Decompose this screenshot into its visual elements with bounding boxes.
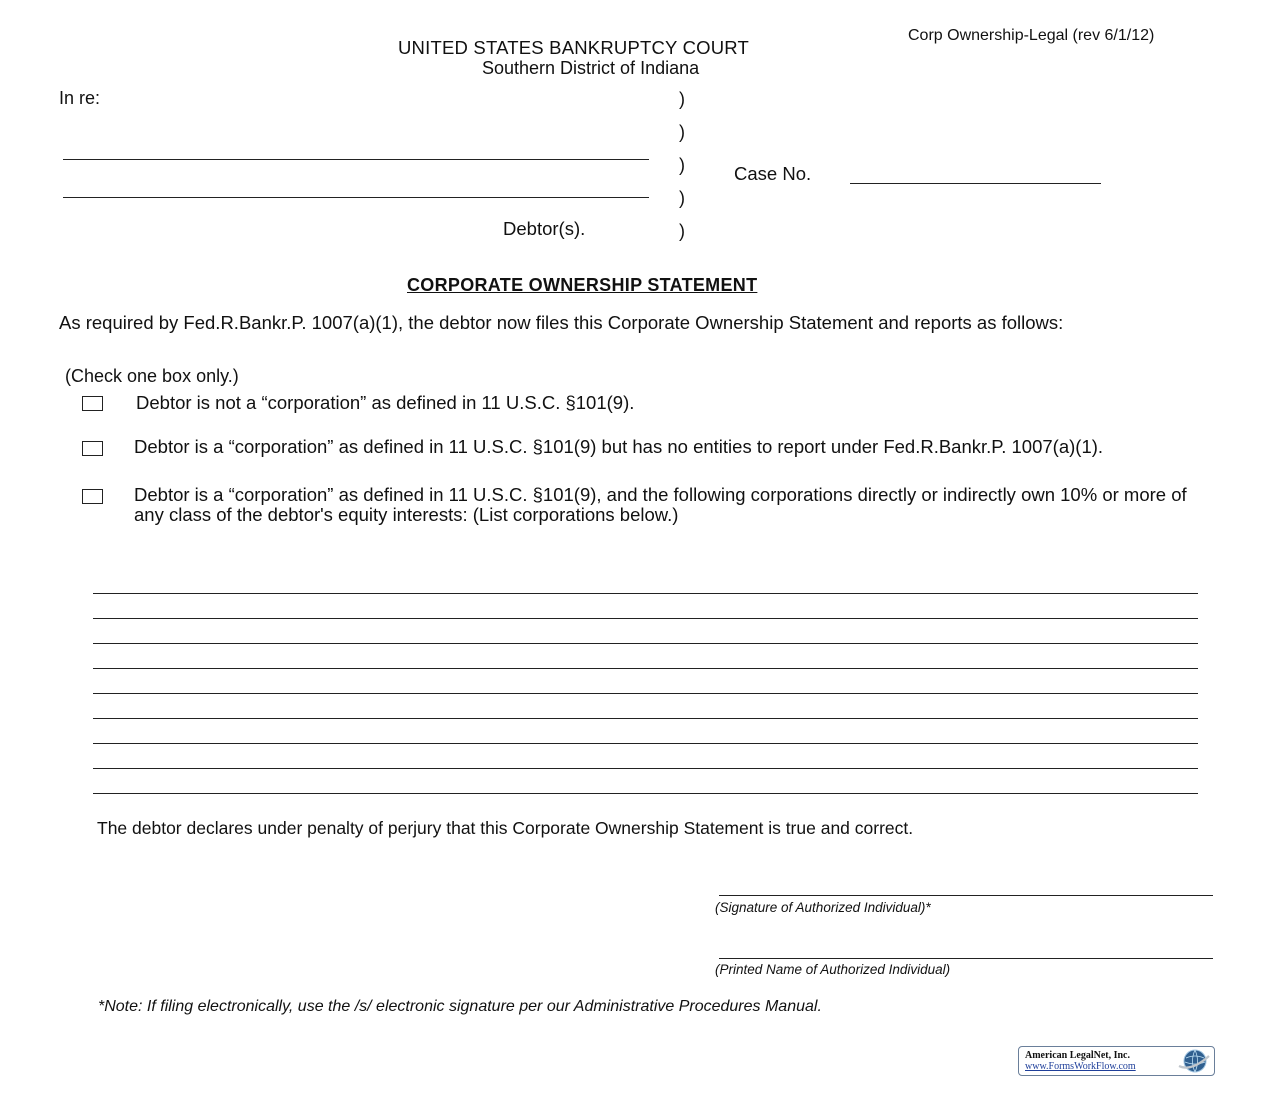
corporation-entry-line[interactable] (93, 593, 1198, 594)
debtor-name-line-1[interactable] (63, 159, 649, 160)
form-revision: Corp Ownership-Legal (rev 6/1/12) (908, 27, 1155, 44)
logo-url-link[interactable]: www.FormsWorkFlow.com (1025, 1061, 1136, 1072)
corporation-entry-line[interactable] (93, 668, 1198, 669)
perjury-declaration: The debtor declares under penalty of perjury that this Corporate Ownership Statement is true and correct. (97, 818, 914, 838)
corporation-entry-line[interactable] (93, 768, 1198, 769)
in-re-label: In re: (59, 88, 101, 108)
corporation-entry-line[interactable] (93, 693, 1198, 694)
court-name: UNITED STATES BANKRUPTCY COURT (398, 37, 750, 58)
printed-name-caption: (Printed Name of Authorized Individual) (715, 962, 951, 977)
intro-paragraph: As required by Fed.R.Bankr.P. 1007(a)(1), the debtor now files this Corporate Ownership Statement and reports as follows: (59, 312, 1064, 333)
caption-paren: ) (679, 89, 685, 109)
option-not-corporation-checkbox[interactable] (82, 396, 103, 411)
caption-paren: ) (679, 188, 685, 208)
corporation-entry-line[interactable] (93, 718, 1198, 719)
caption-paren: ) (679, 122, 685, 142)
document-title: CORPORATE OWNERSHIP STATEMENT (407, 275, 758, 295)
printed-name-line[interactable] (719, 958, 1213, 959)
option-list-corporations-text: Debtor is a “corporation” as defined in 11 U.S.C. §101(9), and the following corporations directly or indirectly own 10% or more of any class of the debtor's equity interests: (List corporations below.) (134, 484, 1187, 525)
check-instruction: (Check one box only.) (65, 366, 239, 386)
signature-caption: (Signature of Authorized Individual)* (715, 900, 931, 915)
corporation-entry-line[interactable] (93, 793, 1198, 794)
american-legalnet-logo[interactable] (1018, 1046, 1215, 1076)
corporation-entry-line[interactable] (93, 743, 1198, 744)
caption-paren: ) (679, 221, 685, 241)
case-number-label: Case No. (734, 163, 812, 184)
court-district: Southern District of Indiana (482, 58, 700, 78)
option-list-corporations-checkbox[interactable] (82, 489, 103, 504)
corporation-entry-line[interactable] (93, 618, 1198, 619)
option-no-entities-checkbox[interactable] (82, 441, 103, 456)
caption-paren: ) (679, 155, 685, 175)
electronic-filing-note: *Note: If filing electronically, use the /s/ electronic signature per our Administrative Procedures Manual. (98, 998, 822, 1015)
corporation-entry-line[interactable] (93, 643, 1198, 644)
case-number-field[interactable] (850, 183, 1101, 184)
signature-line[interactable] (719, 895, 1213, 896)
option-not-corporation-text: Debtor is not a “corporation” as defined in 11 U.S.C. §101(9). (136, 392, 635, 413)
option-no-entities-text: Debtor is a “corporation” as defined in 11 U.S.C. §101(9) but has no entities to report under Fed.R.Bankr.P. 1007(a)(1). (134, 436, 1104, 457)
logo-company-name: American LegalNet, Inc. (1025, 1050, 1130, 1061)
debtor-label: Debtor(s). (503, 218, 586, 239)
globe-icon (1177, 1048, 1211, 1074)
debtor-name-line-2[interactable] (63, 197, 649, 198)
